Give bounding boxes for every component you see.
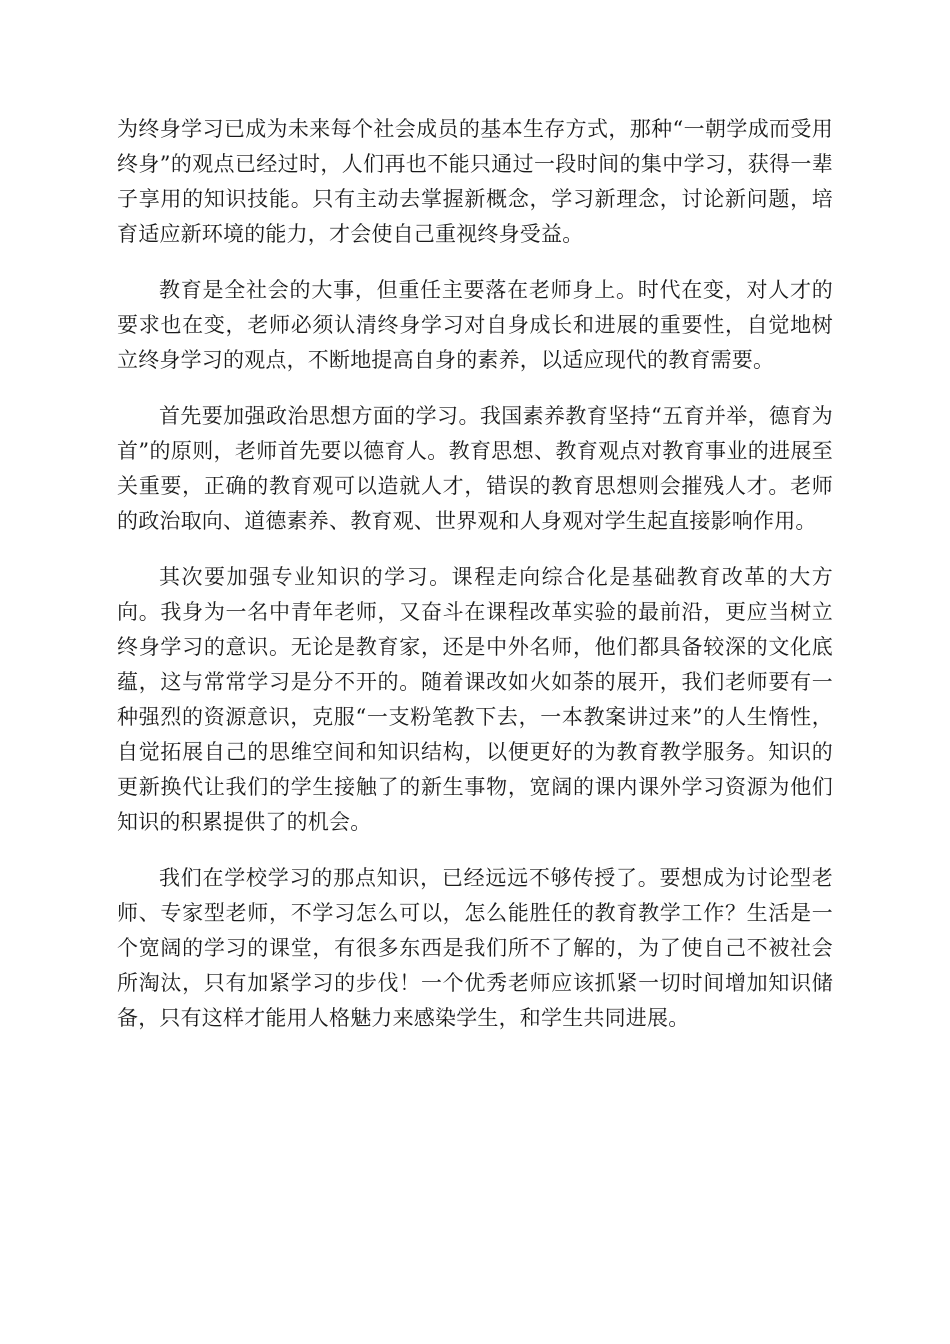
paragraph-2: 教育是全社会的大事，但重任主要落在老师身上。时代在变，对人才的要求也在变，老师必须认清终身学习对自身成长和进展的重要性，自觉地树立终身学习的观点，不断地提高自身的素养，以适应现代的教育需要。 <box>117 278 833 372</box>
paragraph-1: 为终身学习已成为未来每个社会成员的基本生存方式，那种“一朝学成而受用终身”的观点已经过时，人们再也不能只通过一段时间的集中学习，获得一辈子享用的知识技能。只有主动去掌握新概念，学习新理念，讨论新问题，培育适应新环境的能力，才会使自己重视终身受益。 <box>117 117 833 246</box>
paragraph-4: 其次要加强专业知识的学习。课程走向综合化是基础教育改革的大方向。我身为一名中青年老师，又奋斗在课程改革实验的最前沿，更应当树立终身学习的意识。无论是教育家，还是中外名师，他们都具备较深的文化底蕴，这与常常学习是分不开的。随着课改如火如荼的展开，我们老师要有一种强烈的资源意识，克服“一支粉笔教下去，一本教案讲过来”的人生惰性，自觉拓展自己的思维空间和知识结构，以便更好的为教育教学服务。知识的更新换代让我们的学生接触了的新生事物，宽阔的课内课外学习资源为他们知识的积累提供了的机会。 <box>117 565 833 834</box>
paragraph-3: 首先要加强政治思想方面的学习。我国素养教育坚持“五育并举，德育为首”的原则，老师首先要以德育人。教育思想、教育观点对教育事业的进展至关重要，正确的教育观可以造就人才，错误的教育思想则会摧残人才。老师的政治取向、道德素养、教育观、世界观和人身观对学生起直接影响作用。 <box>117 404 833 533</box>
paragraph-5: 我们在学校学习的那点知识，已经远远不够传授了。要想成为讨论型老师、专家型老师，不学习怎么可以，怎么能胜任的教育教学工作？生活是一个宽阔的学习的课堂，有很多东西是我们所不了解的，为了使自己不被社会所淘汰，只有加紧学习的步伐！一个优秀老师应该抓紧一切时间增加知识储备，只有这样才能用人格魅力来感染学生，和学生共同进展。 <box>117 866 833 1030</box>
document-page <box>117 112 833 1057</box>
